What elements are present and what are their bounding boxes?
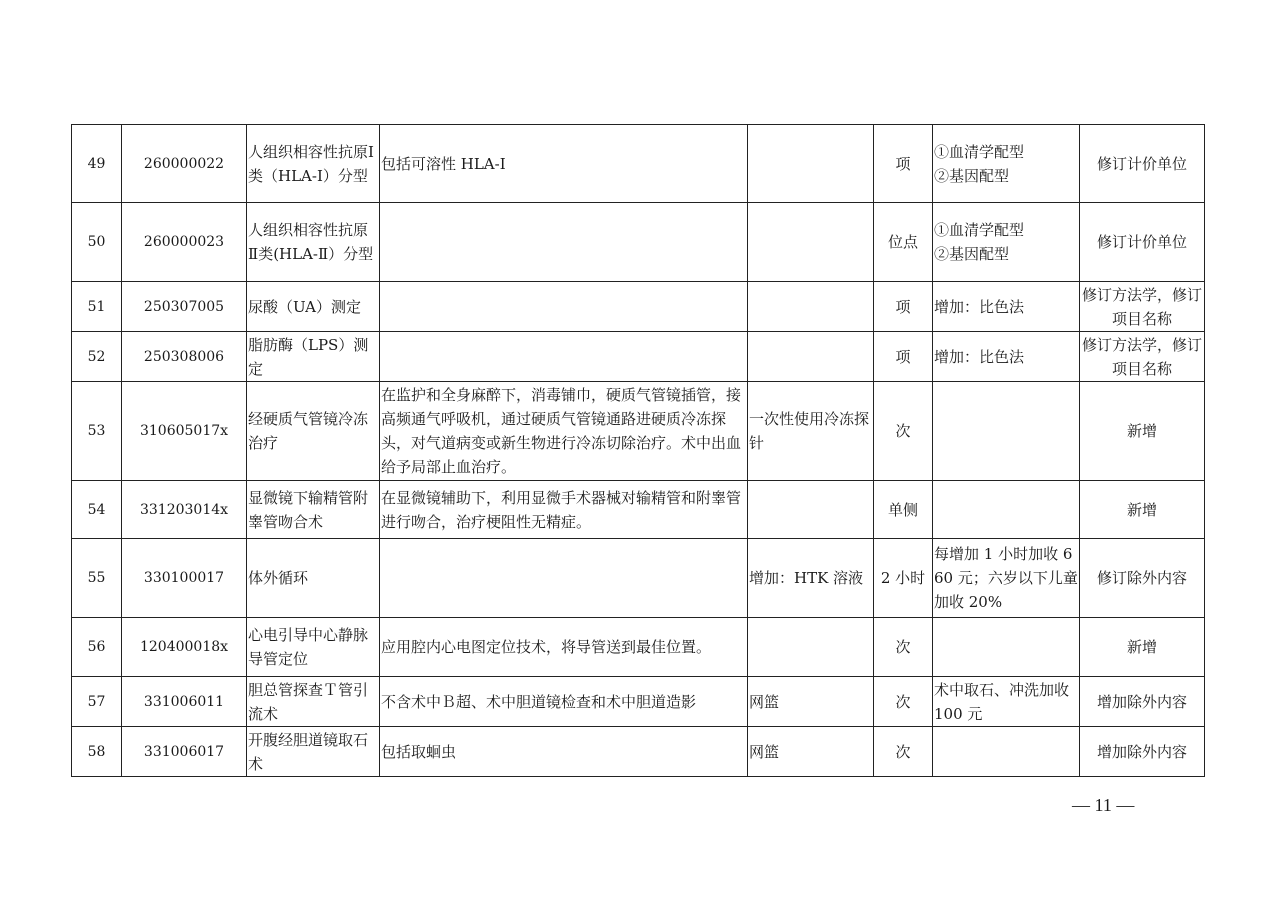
- table-row: [72, 481, 1205, 539]
- table-body: [72, 125, 1205, 777]
- row-number: 54: [72, 481, 122, 539]
- item-name: 心电引导中心静脉导管定位: [247, 618, 380, 677]
- table-row: [72, 282, 1205, 332]
- item-content: [380, 539, 748, 618]
- pricing-unit: 项: [874, 282, 933, 332]
- item-content: 不含术中Ｂ超、术中胆道镜检查和术中胆道造影: [380, 677, 748, 727]
- row-number: 56: [72, 618, 122, 677]
- table-row: [72, 125, 1205, 203]
- change-description: 修订计价单位: [1080, 203, 1205, 282]
- change-description: 增加除外内容: [1080, 677, 1205, 727]
- excluded-content: 一次性使用冷冻探针: [748, 382, 874, 481]
- item-code: 331006011: [122, 677, 247, 727]
- item-note: 增加：比色法: [933, 282, 1080, 332]
- item-content: [380, 203, 748, 282]
- item-code: 310605017x: [122, 382, 247, 481]
- excluded-content: [748, 332, 874, 382]
- item-name: 胆总管探查Ｔ管引流术: [247, 677, 380, 727]
- table-row: [72, 539, 1205, 618]
- item-name: 开腹经胆道镜取石术: [247, 727, 380, 777]
- excluded-content: 网篮: [748, 727, 874, 777]
- table-row: [72, 727, 1205, 777]
- excluded-content: [748, 618, 874, 677]
- item-code: 330100017: [122, 539, 247, 618]
- item-name: 人组织相容性抗原Ⅱ类(HLA-Ⅱ）分型: [247, 203, 380, 282]
- page-number: — 11 —: [1072, 795, 1135, 815]
- row-number: 53: [72, 382, 122, 481]
- item-note: [933, 481, 1080, 539]
- table-row: [72, 203, 1205, 282]
- row-number: 57: [72, 677, 122, 727]
- item-code: 250307005: [122, 282, 247, 332]
- change-description: 新增: [1080, 481, 1205, 539]
- item-name: 经硬质气管镜冷冻治疗: [247, 382, 380, 481]
- change-description: 修订方法学，修订项目名称: [1080, 332, 1205, 382]
- change-description: 修订除外内容: [1080, 539, 1205, 618]
- row-number: 52: [72, 332, 122, 382]
- row-number: 55: [72, 539, 122, 618]
- table-row: [72, 382, 1205, 481]
- item-code: 250308006: [122, 332, 247, 382]
- change-description: 修订计价单位: [1080, 125, 1205, 203]
- item-content: 包括可溶性 HLA-Ⅰ: [380, 125, 748, 203]
- excluded-content: [748, 282, 874, 332]
- item-note: 每增加 1 小时加收 660 元；六岁以下儿童加收 20%: [933, 539, 1080, 618]
- pricing-unit: 次: [874, 382, 933, 481]
- pricing-unit: 位点: [874, 203, 933, 282]
- item-content: 在监护和全身麻醉下，消毒铺巾，硬质气管镜插管，接高频通气呼吸机，通过硬质气管镜通路进硬质冷冻探头，对气道病变或新生物进行冷冻切除治疗。术中出血给予局部止血治疗。: [380, 382, 748, 481]
- pricing-unit: 次: [874, 677, 933, 727]
- item-content: [380, 332, 748, 382]
- row-number: 51: [72, 282, 122, 332]
- pricing-unit: 单侧: [874, 481, 933, 539]
- price-item-table: [71, 124, 1205, 777]
- item-note: 术中取石、冲洗加收 100 元: [933, 677, 1080, 727]
- item-note: 增加：比色法: [933, 332, 1080, 382]
- pricing-unit: 次: [874, 727, 933, 777]
- item-note: ①血清学配型 ②基因配型: [933, 203, 1080, 282]
- excluded-content: [748, 203, 874, 282]
- item-name: 脂肪酶（LPS）测定: [247, 332, 380, 382]
- item-code: 331203014x: [122, 481, 247, 539]
- table-row: [72, 618, 1205, 677]
- item-note: [933, 382, 1080, 481]
- item-name: 显微镜下输精管附睾管吻合术: [247, 481, 380, 539]
- table-row: [72, 677, 1205, 727]
- pricing-unit: 项: [874, 125, 933, 203]
- item-note: [933, 727, 1080, 777]
- pricing-unit: 项: [874, 332, 933, 382]
- item-name: 尿酸（UA）测定: [247, 282, 380, 332]
- change-description: 新增: [1080, 382, 1205, 481]
- change-description: 修订方法学，修订项目名称: [1080, 282, 1205, 332]
- item-content: 包括取蛔虫: [380, 727, 748, 777]
- price-item-table-sheet: [71, 124, 1204, 777]
- row-number: 49: [72, 125, 122, 203]
- item-code: 260000022: [122, 125, 247, 203]
- item-note: ①血清学配型 ②基因配型: [933, 125, 1080, 203]
- item-content: [380, 282, 748, 332]
- item-code: 331006017: [122, 727, 247, 777]
- pricing-unit: 2 小时: [874, 539, 933, 618]
- excluded-content: [748, 481, 874, 539]
- item-code: 120400018x: [122, 618, 247, 677]
- item-note: [933, 618, 1080, 677]
- excluded-content: 网篮: [748, 677, 874, 727]
- item-content: 在显微镜辅助下，利用显微手术器械对输精管和附睾管进行吻合，治疗梗阻性无精症。: [380, 481, 748, 539]
- item-code: 260000023: [122, 203, 247, 282]
- item-name: 人组织相容性抗原Ⅰ类（HLA-Ⅰ）分型: [247, 125, 380, 203]
- excluded-content: 增加：HTK 溶液: [748, 539, 874, 618]
- row-number: 50: [72, 203, 122, 282]
- pricing-unit: 次: [874, 618, 933, 677]
- change-description: 新增: [1080, 618, 1205, 677]
- row-number: 58: [72, 727, 122, 777]
- change-description: 增加除外内容: [1080, 727, 1205, 777]
- table-row: [72, 332, 1205, 382]
- excluded-content: [748, 125, 874, 203]
- item-content: 应用腔内心电图定位技术，将导管送到最佳位置。: [380, 618, 748, 677]
- item-name: 体外循环: [247, 539, 380, 618]
